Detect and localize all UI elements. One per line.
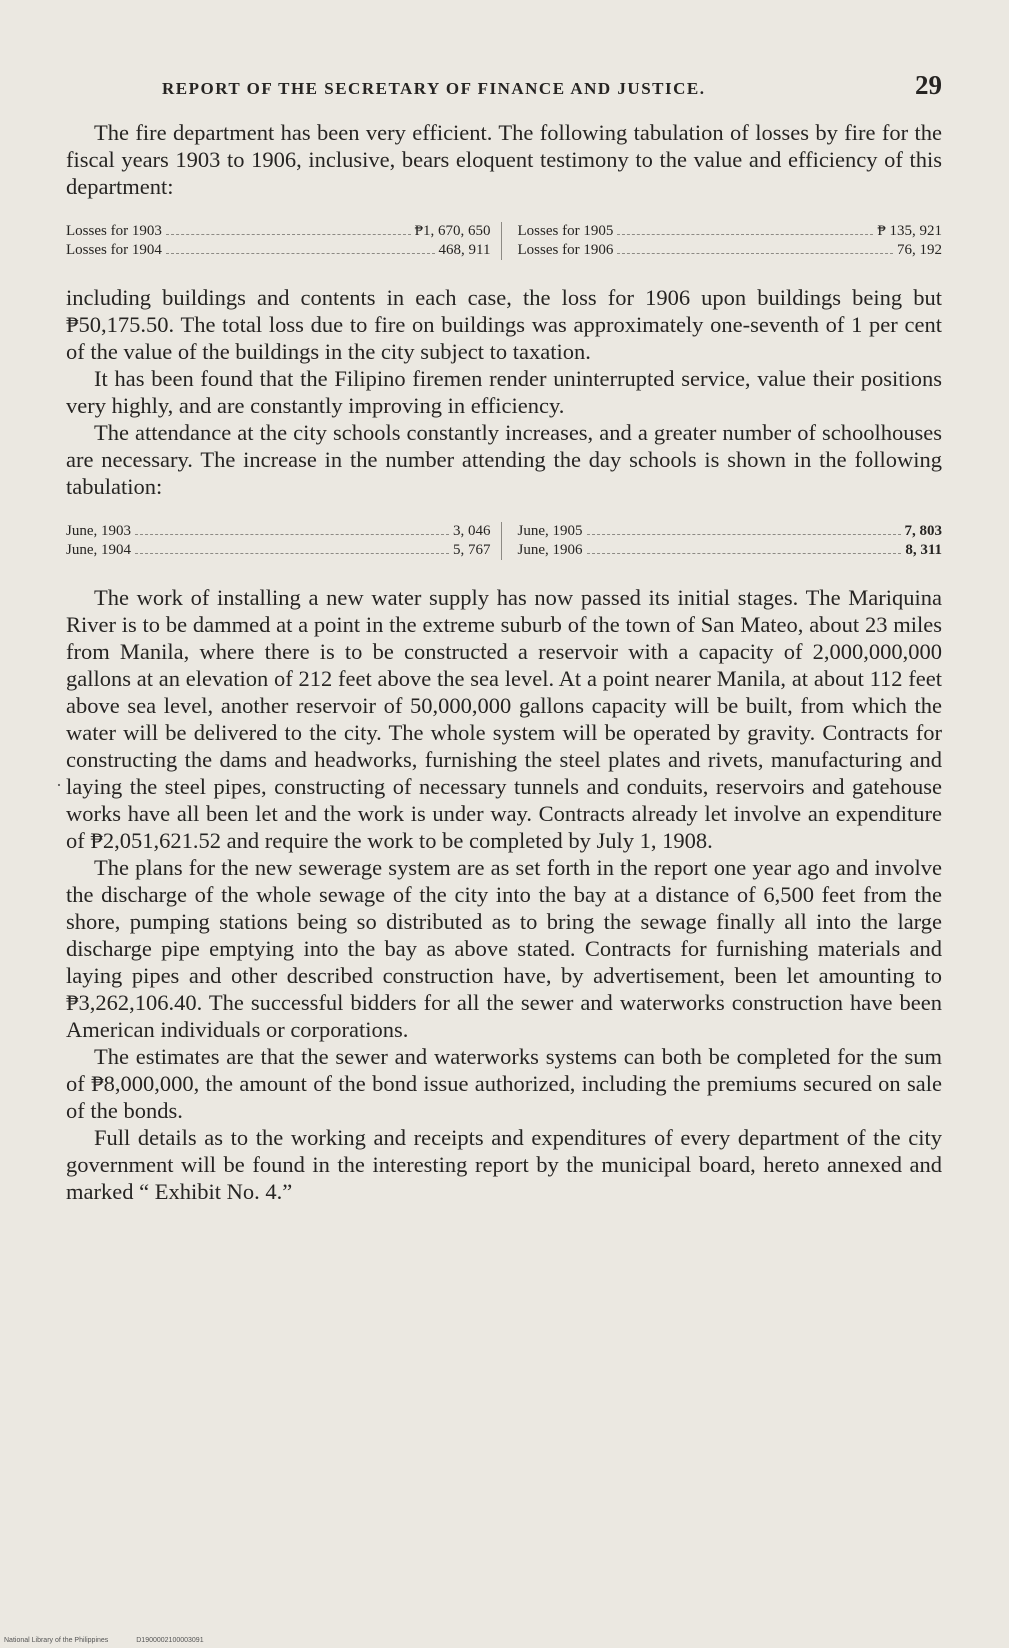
footer-library: National Library of the Philippines	[4, 1637, 109, 1644]
footer-id: D1900002100003091	[136, 1637, 204, 1644]
row-label: Losses for 1905	[517, 223, 614, 239]
row-label: June, 1905	[517, 523, 583, 539]
paragraph-firemen: It has been found that the Filipino firemen render uninterrupted service, value their positions very highly, and are constantly improving in efficiency.	[66, 366, 942, 418]
row-value: 7, 803	[904, 523, 942, 539]
document-page	[66, 70, 942, 1205]
table-row	[518, 241, 943, 260]
table-row	[66, 522, 491, 541]
page-title: REPORT OF THE SECRETARY OF FINANCE AND JUSTICE.	[162, 79, 706, 98]
paragraph-sewerage: The plans for the new sewerage system are as set forth in the report one year ago and involve the discharge of the whole sewage of the city into the bay at a distance of 6,500 feet from the shore, pumping stations being so distributed as to bring the sewage finally all into the large discharge pipe emptying into the bay as above stated. Contracts for furnishing materials and laying pipes and other described construction have, by advertisement, been let amounting to ₱3,262,106.40. The successful bidders for all the sewer and waterworks construction have been American individuals or corporations.	[66, 855, 942, 1042]
paragraph-water-supply: The work of installing a new water supply has now passed its initial stages. The Mariquina River is to be dammed at a point in the extreme suburb of the town of San Mateo, about 23 miles from Manila, where there is to be constructed a reservoir with a capacity of 2,000,000,000 gallons at an elevation of 212 feet above the sea level. At a point nearer Manila, at about 112 feet above sea level, another reservoir of 50,000,000 gallons capacity will be built, from which the water will be delivered to the city. The whole system will be operated by gravity. Contracts for constructing the dams and headworks, furnishing the steel plates and rivets, manufacturing and laying the steel pipes, constructing of necessary tunnels and conduits, reservoirs and gatehouse works have all been let and the work is under way. Contracts already let involve an expenditure of ₱2,051,621.52 and require the work to be completed by July 1, 1908.	[66, 585, 942, 853]
fire-losses-left-column	[66, 222, 502, 260]
row-label: June, 1904	[66, 542, 131, 558]
table-row	[66, 222, 491, 241]
row-value: ₱1, 670, 650	[414, 223, 491, 239]
paragraph-estimates: The estimates are that the sewer and waterworks systems can both be completed for the sum of ₱8,000,000, the amount of the bond issue authorized, including the premiums secured on sale of the bonds.	[66, 1044, 942, 1123]
leader-dots	[135, 541, 449, 554]
school-attendance-left-column	[66, 522, 502, 560]
paragraph-fire-department: The fire department has been very efficient. The following tabulation of losses by fire for the fiscal years 1903 to 1906, inclusive, bears eloquent testimony to the value and efficiency of this department:	[66, 120, 942, 199]
row-label: Losses for 1906	[517, 242, 614, 258]
leader-dots	[166, 241, 435, 254]
school-attendance-right-column	[502, 522, 943, 560]
running-head	[162, 70, 942, 101]
row-value: 3, 046	[453, 523, 491, 539]
leader-dots	[587, 522, 901, 535]
leader-dots	[617, 241, 893, 254]
school-attendance-table	[66, 522, 942, 560]
fire-losses-table	[66, 222, 942, 260]
margin-mark: ·	[56, 775, 62, 795]
leader-dots	[617, 222, 873, 235]
row-value: 5, 767	[453, 542, 491, 558]
row-label: June, 1906	[517, 542, 583, 558]
row-label: Losses for 1904	[66, 242, 162, 258]
paragraph-fire-loss-detail: including buildings and contents in each case, the loss for 1906 upon buildings being but ₱50,175.50. The total loss due to fire on buildings was approximately one-seventh of 1 per cent of the value of the buildings in the city subject to taxation.	[66, 285, 942, 364]
row-label: Losses for 1903	[66, 223, 162, 239]
row-value: 76, 192	[897, 242, 942, 258]
leader-dots	[135, 522, 449, 535]
table-row	[518, 541, 943, 560]
fire-losses-right-column	[502, 222, 943, 260]
leader-dots	[166, 222, 411, 235]
paragraph-schools: The attendance at the city schools constantly increases, and a greater number of schoolhouses are necessary. The increase in the number attending the day schools is shown in the following tabulation:	[66, 420, 942, 499]
scan-footer	[4, 1637, 230, 1644]
row-value: 468, 911	[438, 242, 491, 258]
row-label: June, 1903	[66, 523, 131, 539]
row-value: ₱ 135, 921	[877, 223, 942, 239]
leader-dots	[587, 541, 902, 554]
row-value: 8, 311	[905, 542, 942, 558]
paragraph-full-details: Full details as to the working and receipts and expenditures of every department of the city government will be found in the interesting report by the municipal board, hereto annexed and marked “ Exhibit No. 4.”	[66, 1125, 942, 1204]
table-row	[66, 541, 491, 560]
table-row	[518, 522, 943, 541]
table-row	[518, 222, 943, 241]
table-row	[66, 241, 491, 260]
page-number: 29	[915, 70, 942, 100]
